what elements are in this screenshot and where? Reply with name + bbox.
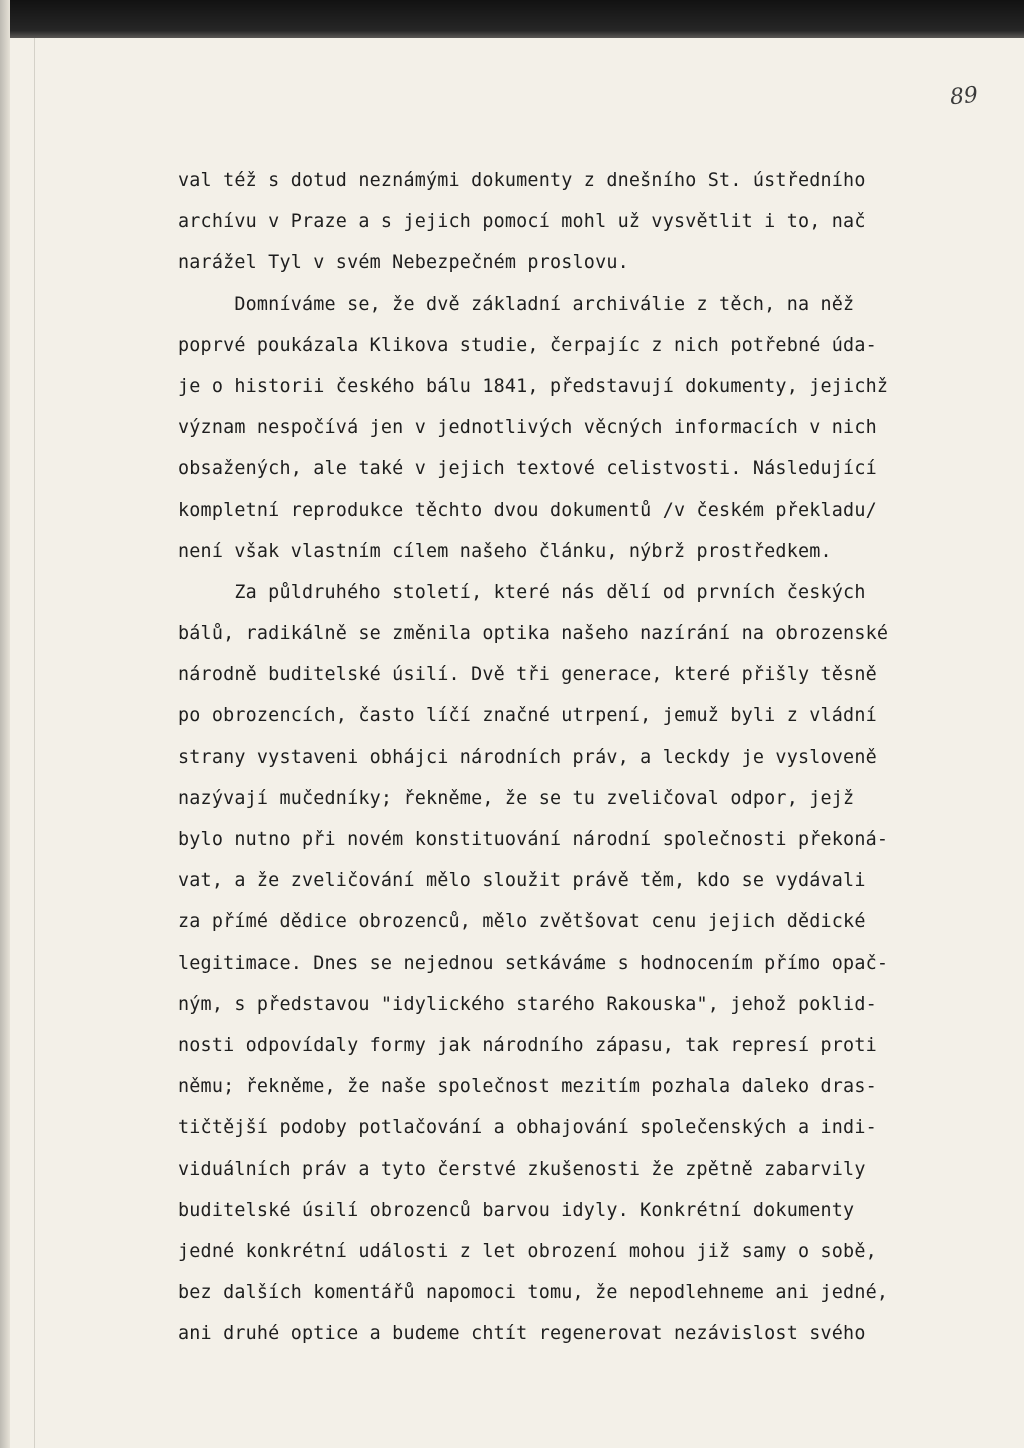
- text-line: Domníváme se, že dvě základní archiválie z těch, na něž: [178, 293, 855, 315]
- text-line: kompletní reprodukce těchto dvou dokumentů /v českém překladu/: [178, 499, 877, 521]
- text-line: Za půldruhého století, které nás dělí od prvních českých: [178, 581, 866, 603]
- text-line: nosti odpovídaly formy jak národního zápasu, tak represí proti: [178, 1034, 877, 1056]
- text-line: němu; řekněme, že naše společnost mezitím pozhala daleko dras-: [178, 1076, 877, 1098]
- text-line: význam nespočívá jen v jednotlivých věcných informacích v nich: [178, 417, 877, 439]
- text-line: buditelské úsilí obrozenců barvou idyly. Konkrétní dokumenty: [178, 1199, 855, 1221]
- text-line: bylo nutno při novém konstituování národní společnosti překoná-: [178, 829, 889, 850]
- text-line: viduálních práv a tyto čerstvé zkušenosti že zpětně zabarvily: [178, 1158, 866, 1180]
- handwritten-page-number: 89: [948, 82, 980, 111]
- text-line: bez dalších komentářů napomoci tomu, že nepodlehneme ani jedné,: [178, 1282, 889, 1304]
- page-fold-line: [34, 38, 35, 1448]
- typewritten-body-text: [178, 160, 958, 1354]
- text-line: obsažených, ale také v jejich textové celistvosti. Následující: [178, 458, 877, 480]
- text-line: za přímé dědice obrozenců, mělo zvětšovat cenu jejich dědické: [178, 911, 866, 933]
- text-line: archívu v Praze a s jejich pomocí mohl už vysvětlit i to, nač: [178, 211, 866, 233]
- text-line: nazývají mučedníky; řekněme, že se tu zveličoval odpor, jejž: [178, 787, 855, 809]
- scanner-top-strip: [0, 0, 1024, 38]
- text-line: vat, a že zveličování mělo sloužit právě těm, kdo se vydávali: [178, 870, 866, 892]
- text-line: po obrozencích, často líčí značné utrpení, jemuž byli z vládní: [178, 705, 877, 727]
- text-line: bálů, radikálně se změnila optika našeho nazírání na obrozenské: [178, 623, 889, 645]
- text-line: národně buditelské úsilí. Dvě tři generace, které přišly těsně: [178, 664, 877, 686]
- text-line: poprvé poukázala Klikova studie, čerpajíc z nich potřebné úda-: [178, 334, 877, 356]
- text-line: narážel Tyl v svém Nebezpečném proslovu.: [178, 252, 629, 274]
- text-line: je o historii českého bálu 1841, představují dokumenty, jejichž: [178, 375, 889, 397]
- text-line: strany vystaveni obhájci národních práv, a leckdy je vysloveně: [178, 746, 877, 768]
- text-line: jedné konkrétní události z let obrození mohou již samy o sobě,: [178, 1240, 877, 1262]
- text-line: není však vlastním cílem našeho článku, nýbrž prostředkem.: [178, 540, 832, 562]
- text-line: ani druhé optice a budeme chtít regenerovat nezávislost svého: [178, 1323, 866, 1345]
- page-left-edge: [0, 0, 10, 1448]
- text-line: ným, s představou "idylického starého Rakouska", jehož poklid-: [178, 993, 877, 1015]
- text-line: val též s dotud neznámými dokumenty z dnešního St. ústředního: [178, 170, 866, 191]
- text-line: tičtější podoby potlačování a obhajování společenských a indi-: [178, 1117, 877, 1139]
- text-line: legitimace. Dnes se nejednou setkáváme s hodnocením přímo opač-: [178, 952, 889, 974]
